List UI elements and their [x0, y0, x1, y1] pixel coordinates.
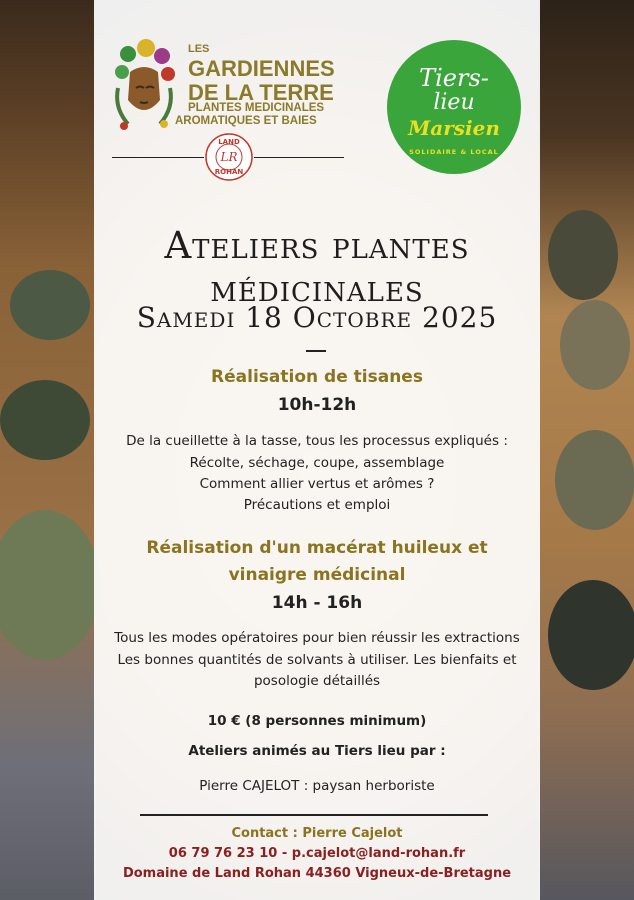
workshop2-line: posologie détaillés	[253, 673, 381, 689]
contact-phone-email[interactable]: 06 79 76 23 10 - p.cajelot@land-rohan.fr	[168, 846, 466, 861]
host-name: Pierre CAJELOT : paysan herboriste	[199, 778, 435, 794]
land-rohan-bottom: ROHAN	[214, 168, 244, 176]
workshop2-line: Tous les modes opératoires pour bien réussir les extractions	[114, 630, 520, 646]
logo-les: LES	[188, 43, 210, 55]
logo-divider-right	[254, 157, 344, 158]
workshop2-time: 14h - 16h	[271, 593, 363, 613]
workshop2-line: Les bonnes quantités de solvants à utiliser. Les bienfaits et	[117, 652, 517, 668]
tiers-lieu-ring-text: SOLIDAIRE & LOCAL	[409, 148, 499, 156]
logo-de-la-terre: DE LA TERRE	[188, 80, 334, 105]
logo-gardiennes: GARDIENNES	[188, 56, 335, 81]
contact-address: Domaine de Land Rohan 44360 Vigneux-de-Bretagne	[122, 866, 512, 881]
tiers-lieu-line3: Marsien	[408, 116, 500, 140]
workshop1-line: Récolte, séchage, coupe, assemblage	[189, 455, 445, 471]
herb-pile-decoration	[10, 270, 90, 340]
tiers-lieu-logo	[387, 40, 521, 174]
land-rohan-mark: LR	[220, 150, 238, 164]
goddess-face-icon	[108, 38, 180, 134]
event-date: Samedi 18 Octobre 2025	[136, 301, 498, 334]
workshop1-line: Comment allier vertus et arômes ?	[199, 476, 435, 492]
workshop1-time: 10h-12h	[277, 395, 357, 415]
footer-divider	[140, 814, 488, 816]
price: 10 € (8 personnes minimum)	[207, 713, 427, 729]
workshop2-title-line1: Réalisation d'un macérat huileux et	[146, 538, 488, 558]
land-rohan-logo	[204, 132, 254, 182]
title-divider	[306, 350, 326, 352]
herb-pile-decoration	[560, 300, 630, 390]
workshop1-title: Réalisation de tisanes	[211, 367, 423, 387]
tiers-lieu-line1: Tiers-	[419, 64, 489, 92]
herb-pile-decoration	[548, 210, 618, 300]
workshop2-title-line2: vinaigre médicinal	[228, 565, 406, 585]
logo-divider-left	[112, 157, 204, 158]
land-rohan-top: LAND	[218, 138, 240, 146]
page-title: Ateliers plantes médicinales	[164, 224, 470, 310]
workshop1-line: Précautions et emploi	[243, 497, 391, 513]
logo-aromatiques: AROMATIQUES ET BAIES	[175, 115, 317, 127]
workshop1-line: De la cueillette à la tasse, tous les processus expliqués :	[126, 433, 508, 449]
tiers-lieu-line2: lieu	[433, 90, 475, 115]
herb-pile-decoration	[555, 430, 634, 530]
herb-pile-decoration	[548, 580, 634, 690]
animated-by: Ateliers animés au Tiers lieu par :	[188, 743, 446, 759]
logo-plantes: PLANTES MEDICINALES	[188, 102, 325, 114]
contact-line1: Contact : Pierre Cajelot	[231, 826, 403, 841]
herb-pile-decoration	[0, 380, 90, 460]
